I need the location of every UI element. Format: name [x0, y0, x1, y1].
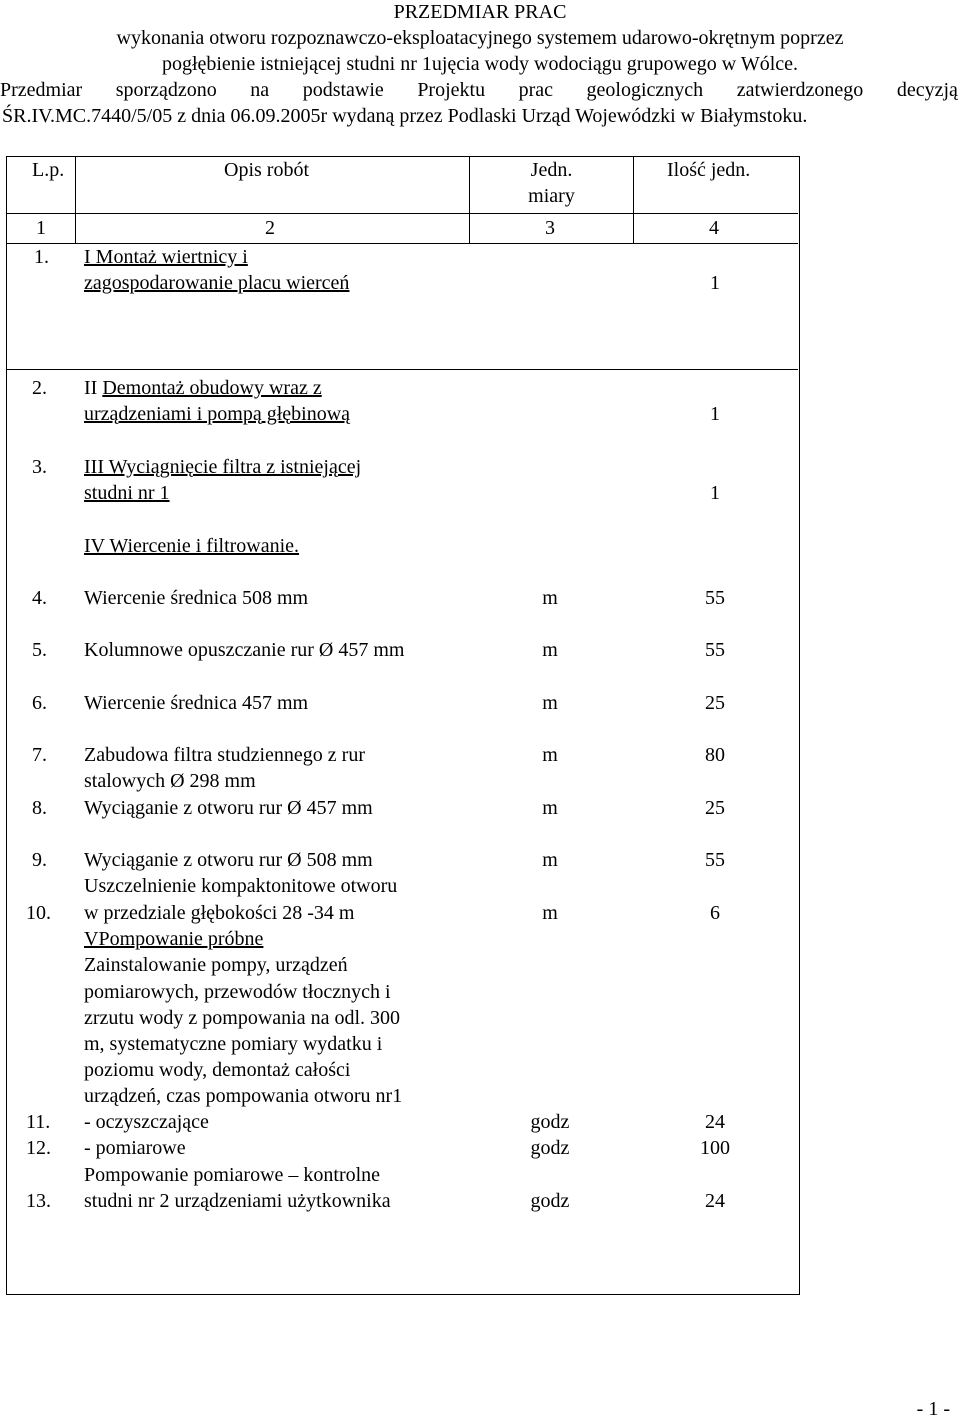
column-divider	[75, 156, 76, 244]
row-description: - oczyszczające	[84, 1111, 209, 1133]
row-unit: m	[542, 902, 558, 924]
header-jedn: Jedn.	[530, 159, 573, 181]
row-number: 11.	[26, 1111, 51, 1133]
row-number: 3.	[32, 456, 47, 478]
header-lp: L.p.	[32, 159, 65, 181]
row-number: 6.	[32, 692, 47, 714]
header-miary: miary	[528, 185, 575, 207]
row-quantity: 1	[710, 482, 720, 504]
row-unit: m	[542, 587, 558, 609]
table-divider	[6, 369, 798, 370]
row-description: urządzeń, czas pompowania otworu nr1	[84, 1085, 403, 1107]
row-description: Zabudowa filtra studziennego z rur	[84, 744, 366, 766]
row-unit: godz	[530, 1111, 570, 1133]
row-quantity: 80	[705, 744, 725, 766]
row-description: Wyciąganie z otworu rur Ø 457 mm	[84, 797, 373, 819]
row-description: Wiercenie średnica 457 mm	[84, 692, 309, 714]
row-number: 10.	[26, 902, 51, 924]
header-word: sporządzono	[115, 79, 217, 101]
header-word: zatwierdzonego	[736, 79, 864, 101]
header-word: decyzją	[896, 79, 958, 101]
row-unit: m	[542, 797, 558, 819]
row-quantity: 100	[700, 1137, 730, 1159]
row-unit: m	[542, 849, 558, 871]
row-description: - pomiarowe	[84, 1137, 186, 1159]
column-number: 1	[36, 217, 46, 239]
row-description: zagospodarowanie placu wierceń	[84, 272, 350, 294]
row-description: studni nr 2 urządzeniami użytkownika	[84, 1190, 391, 1212]
row-quantity: 24	[705, 1190, 725, 1212]
row-description: poziomu wody, demontaż całości	[84, 1059, 351, 1081]
header-ilosc: Ilość jedn.	[667, 159, 751, 181]
row-description: m, systematyczne pomiary wydatku i	[84, 1033, 383, 1055]
row-description: urządzeniami i pompą głębinową	[84, 403, 351, 425]
header-line: wykonania otworu rozpoznawczo-eksploatacyjnego systemem udarowo-okrętnym poprzez	[116, 27, 844, 49]
row-number: 7.	[32, 744, 47, 766]
column-number: 2	[265, 217, 275, 239]
column-number: 4	[709, 217, 719, 239]
row-quantity: 55	[705, 639, 725, 661]
row-number: 8.	[32, 797, 47, 819]
row-unit: godz	[530, 1190, 570, 1212]
header-opis: Opis robót	[224, 159, 309, 181]
row-quantity: 24	[705, 1111, 725, 1133]
row-description: studni nr 1	[84, 482, 170, 504]
row-description: Kolumnowe opuszczanie rur Ø 457 mm	[84, 639, 405, 661]
header-word: Projektu	[417, 79, 486, 101]
row-unit: godz	[530, 1137, 570, 1159]
row-description: II Demontaż obudowy wraz z	[84, 377, 322, 399]
row-description: stalowych Ø 298 mm	[84, 770, 256, 792]
column-number: 3	[545, 217, 555, 239]
row-quantity: 25	[705, 692, 725, 714]
row-description: I Montaż wiertnicy i	[84, 246, 248, 268]
document-title: PRZEDMIAR PRAC	[393, 1, 567, 23]
row-description: Uszczelnienie kompaktonitowe otworu	[84, 875, 398, 897]
header-word: geologicznych	[586, 79, 704, 101]
row-quantity: 6	[710, 902, 720, 924]
header-word: Przedmiar	[0, 79, 83, 101]
row-unit: m	[542, 692, 558, 714]
row-number: 9.	[32, 849, 47, 871]
table-divider	[6, 213, 798, 214]
row-description: w przedziale głębokości 28 -34 m	[84, 902, 355, 924]
row-unit: m	[542, 639, 558, 661]
row-quantity: 25	[705, 797, 725, 819]
header-word: prac	[518, 79, 554, 101]
row-description: Wiercenie średnica 508 mm	[84, 587, 309, 609]
section-heading: VPompowanie próbne	[84, 928, 264, 950]
row-unit: m	[542, 744, 558, 766]
column-divider	[633, 156, 634, 244]
page-number: - 1 -	[916, 1398, 950, 1420]
row-number: 4.	[32, 587, 47, 609]
header-line: pogłębienie istniejącej studni nr 1ujęcia wody wodociągu grupowego w Wólce.	[161, 53, 799, 75]
header-word: na	[250, 79, 270, 101]
row-description: Zainstalowanie pompy, urządzeń	[84, 954, 348, 976]
row-number: 12.	[26, 1137, 51, 1159]
header-line-justified	[0, 77, 958, 103]
row-quantity: 1	[710, 272, 720, 294]
row-description: Pompowanie pomiarowe – kontrolne	[84, 1164, 381, 1186]
row-description: Wyciąganie z otworu rur Ø 508 mm	[84, 849, 373, 871]
row-quantity: 1	[710, 403, 720, 425]
header-line: ŚR.IV.MC.7440/5/05 z dnia 06.09.2005r wydaną przez Podlaski Urząd Wojewódzki w Białymstoku.	[2, 105, 808, 127]
header-word: podstawie	[302, 79, 384, 101]
row-number: 5.	[32, 639, 47, 661]
row-description: pomiarowych, przewodów tłocznych i	[84, 981, 391, 1003]
row-quantity: 55	[705, 849, 725, 871]
row-description-underlined: Demontaż obudowy wraz z	[102, 377, 322, 399]
row-number: 1.	[34, 246, 49, 268]
section-heading: IV Wiercenie i filtrowanie.	[84, 535, 300, 557]
row-quantity: 55	[705, 587, 725, 609]
row-description: III Wyciągnięcie filtra z istniejącej	[84, 456, 362, 478]
row-number: 13.	[26, 1190, 51, 1212]
row-number: 2.	[32, 377, 47, 399]
row-description: zrzutu wody z pompowania na odl. 300	[84, 1007, 401, 1029]
